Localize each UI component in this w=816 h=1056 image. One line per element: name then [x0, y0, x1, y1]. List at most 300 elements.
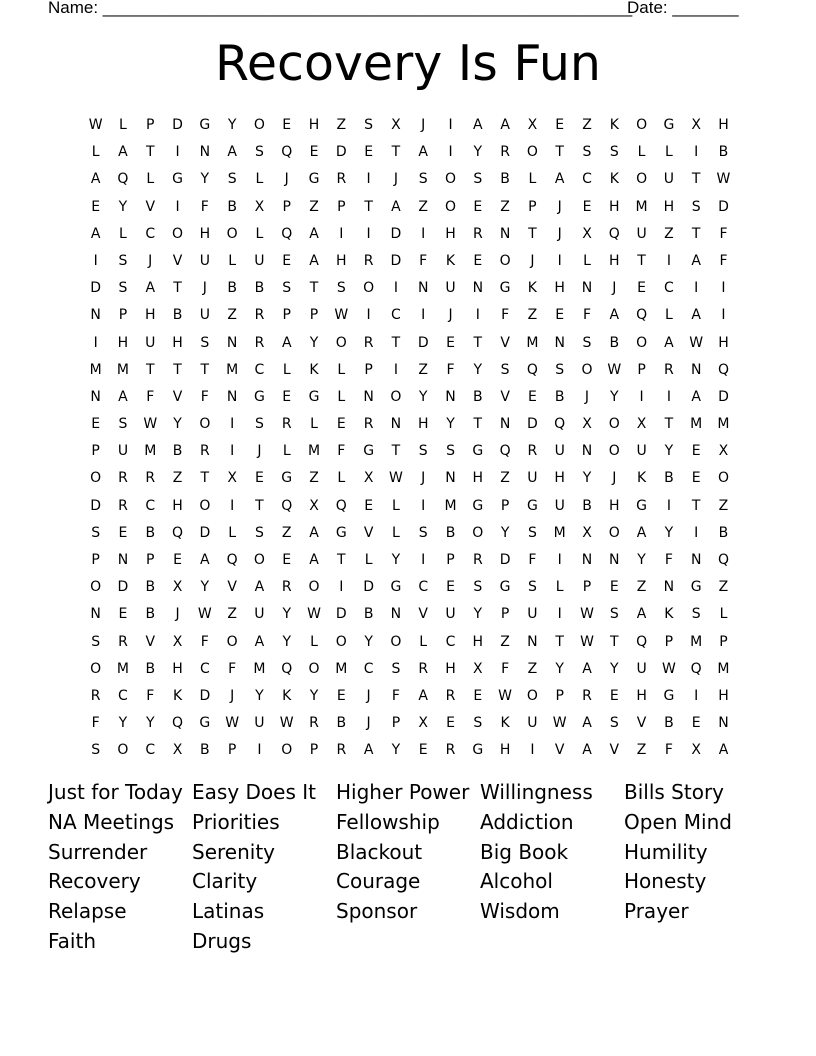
grid-letter: J	[202, 280, 207, 297]
grid-letter: S	[582, 334, 592, 351]
grid-letter: M	[226, 361, 239, 378]
grid-letter: S	[91, 633, 101, 650]
grid-letter: R	[418, 660, 429, 677]
grid-letter: A	[664, 334, 674, 351]
grid-letter: L	[228, 524, 237, 541]
grid-letter: C	[445, 633, 456, 650]
grid-letter: M	[116, 660, 129, 677]
grid-letter: B	[664, 715, 674, 732]
grid-letter: P	[582, 579, 592, 596]
word-list-item: Honesty	[624, 869, 707, 894]
grid-letter: D	[199, 687, 211, 704]
grid-letter: V	[172, 252, 183, 269]
grid-letter: N	[226, 388, 238, 405]
grid-letter: P	[391, 715, 401, 732]
grid-letter: D	[499, 552, 511, 568]
grid-letter: E	[364, 497, 374, 514]
grid-letter: T	[145, 144, 155, 161]
grid-letter: I	[175, 198, 180, 215]
grid-letter: X	[718, 443, 729, 460]
grid-letter: S	[364, 117, 374, 133]
grid-letter: E	[255, 470, 264, 487]
grid-letter: H	[663, 198, 675, 215]
grid-letter: X	[172, 633, 183, 650]
grid-row	[82, 574, 737, 601]
grid-letter: L	[337, 470, 346, 487]
grid-letter: Q	[526, 361, 538, 378]
grid-letter: H	[609, 497, 620, 514]
grid-letter: W	[197, 606, 212, 623]
grid-letter: Z	[636, 742, 647, 759]
grid-letter: H	[609, 252, 620, 269]
grid-letter: T	[691, 497, 701, 514]
grid-letter: A	[609, 307, 620, 324]
grid-letter: N	[554, 334, 565, 351]
grid-letter: A	[309, 524, 319, 541]
grid-letter: Q	[335, 497, 347, 514]
grid-letter: D	[718, 198, 729, 215]
grid-letter: I	[694, 280, 699, 297]
grid-letter: M	[116, 361, 129, 378]
grid-letter: E	[446, 334, 455, 351]
grid-letter: L	[282, 443, 291, 460]
grid-letter: E	[282, 252, 292, 269]
grid-letter: R	[281, 579, 292, 596]
grid-letter: I	[557, 252, 562, 269]
grid-letter: O	[472, 524, 484, 541]
grid-letter: D	[172, 117, 183, 133]
grid-letter: G	[472, 497, 484, 514]
grid-letter: O	[526, 144, 538, 161]
grid-row	[82, 275, 737, 302]
grid-letter: X	[691, 742, 701, 759]
grid-letter: C	[199, 660, 210, 677]
grid-letter: T	[364, 198, 373, 215]
grid-letter: G	[390, 579, 402, 596]
grid-letter: S	[473, 715, 483, 732]
word-list-item: Wisdom	[480, 899, 560, 924]
grid-letter: X	[636, 416, 647, 433]
grid-row	[82, 438, 737, 465]
grid-letter: D	[90, 497, 102, 514]
grid-letter: R	[472, 225, 483, 242]
word-list-item: NA Meetings	[48, 809, 175, 834]
word-list-item: Big Book	[480, 839, 569, 864]
grid-letter: L	[583, 252, 591, 269]
grid-letter: W	[580, 633, 594, 650]
grid-letter: J	[148, 252, 153, 269]
grid-letter: Q	[117, 171, 129, 188]
grid-letter: B	[664, 470, 674, 487]
grid-letter: J	[448, 307, 453, 324]
grid-letter: M	[253, 660, 266, 677]
grid-letter: Q	[554, 416, 566, 433]
letter-grid	[82, 112, 737, 765]
grid-letter: V	[145, 198, 156, 215]
grid-letter: A	[227, 144, 237, 161]
grid-letter: L	[119, 225, 127, 242]
grid-letter: V	[418, 606, 428, 623]
grid-letter: S	[527, 579, 537, 596]
word-list-item: Bills Story	[624, 780, 724, 804]
grid-letter: J	[530, 252, 535, 269]
grid-letter: E	[91, 416, 101, 433]
grid-letter: C	[391, 307, 401, 324]
grid-letter: A	[145, 280, 156, 297]
grid-letter: Q	[636, 633, 648, 650]
grid-letter: B	[582, 497, 592, 514]
grid-letter: L	[528, 171, 537, 188]
grid-letter: D	[363, 579, 374, 596]
page-title: Recovery Is Fun	[215, 35, 601, 92]
grid-letter: U	[554, 497, 565, 514]
grid-letter: N	[581, 443, 593, 460]
grid-letter: R	[363, 252, 374, 269]
grid-letter: Q	[281, 660, 293, 677]
word-column	[624, 778, 768, 927]
grid-letter: U	[117, 443, 129, 460]
grid-letter: L	[255, 225, 264, 242]
grid-letter: E	[637, 280, 647, 297]
grid-letter: E	[91, 198, 101, 215]
grid-letter: T	[637, 252, 646, 269]
grid-letter: Y	[173, 416, 182, 433]
word-column	[480, 778, 624, 927]
grid-letter: N	[90, 606, 101, 623]
grid-letter: O	[335, 633, 347, 650]
grid-letter: T	[337, 552, 346, 568]
grid-letter: Q	[717, 361, 729, 378]
grid-letter: Z	[718, 497, 729, 514]
grid-letter: J	[284, 171, 289, 188]
grid-letter: L	[392, 524, 400, 541]
grid-letter: A	[118, 144, 128, 161]
grid-letter: B	[718, 144, 729, 161]
grid-letter: R	[199, 443, 210, 460]
grid-letter: Y	[118, 198, 128, 215]
grid-letter: H	[718, 334, 729, 351]
grid-letter: T	[391, 334, 401, 351]
grid-letter: U	[554, 443, 565, 460]
grid-letter: C	[418, 579, 429, 596]
grid-letter: C	[145, 225, 156, 242]
grid-letter: O	[226, 633, 238, 650]
word-list-item: Serenity	[192, 839, 275, 864]
grid-letter: S	[500, 361, 510, 378]
grid-letter: R	[118, 470, 128, 487]
grid-letter: J	[612, 280, 617, 297]
grid-letter: K	[172, 687, 183, 704]
grid-letter: G	[472, 742, 484, 759]
grid-letter: K	[527, 280, 537, 297]
grid-letter: H	[172, 334, 183, 351]
grid-letter: Y	[637, 552, 646, 568]
grid-letter: U	[254, 606, 265, 623]
grid-letter: Q	[226, 552, 238, 568]
grid-letter: I	[175, 144, 180, 161]
grid-letter: Y	[309, 687, 319, 704]
grid-letter: E	[282, 388, 292, 405]
grid-letter: S	[200, 334, 210, 351]
grid-letter: U	[636, 225, 647, 242]
grid-letter: Z	[227, 606, 237, 623]
grid-letter: N	[472, 280, 484, 297]
grid-letter: Z	[309, 198, 319, 215]
grid-row	[82, 139, 737, 166]
grid-letter: C	[145, 497, 156, 514]
grid-letter: F	[719, 252, 728, 269]
grid-letter: D	[117, 579, 129, 596]
grid-letter: J	[175, 606, 180, 623]
grid-row	[82, 629, 737, 656]
grid-row	[82, 656, 737, 683]
grid-letter: S	[555, 361, 565, 378]
grid-letter: Y	[610, 660, 619, 677]
grid-letter: F	[91, 715, 100, 732]
grid-letter: G	[199, 715, 211, 732]
grid-letter: Y	[391, 552, 401, 568]
grid-letter: Y	[664, 443, 674, 460]
grid-letter: L	[392, 497, 400, 514]
grid-letter: H	[499, 742, 511, 759]
grid-letter: B	[336, 715, 347, 732]
grid-letter: I	[257, 742, 262, 759]
grid-letter: I	[666, 497, 671, 514]
grid-letter: F	[337, 443, 346, 460]
grid-letter: E	[473, 252, 483, 269]
grid-letter: W	[580, 606, 594, 623]
grid-letter: L	[228, 252, 237, 269]
grid-letter: O	[308, 579, 320, 596]
grid-letter: Y	[309, 334, 319, 351]
grid-letter: K	[500, 715, 510, 732]
word-list-item: Alcohol	[480, 869, 553, 894]
grid-letter: W	[716, 171, 731, 188]
grid-letter: T	[473, 334, 483, 351]
grid-letter: O	[608, 524, 620, 541]
grid-letter: Z	[418, 361, 428, 378]
grid-letter: Y	[364, 633, 373, 650]
grid-letter: C	[582, 171, 592, 188]
grid-letter: A	[691, 252, 701, 269]
grid-letter: A	[418, 687, 428, 704]
grid-letter: C	[254, 361, 265, 378]
grid-letter: Z	[500, 198, 510, 215]
grid-letter: E	[473, 687, 483, 704]
grid-letter: Z	[582, 117, 592, 133]
grid-letter: V	[500, 388, 510, 405]
grid-letter: O	[526, 687, 538, 704]
grid-letter: Y	[255, 687, 264, 704]
grid-letter: U	[254, 715, 265, 732]
grid-letter: H	[554, 470, 565, 487]
grid-letter: H	[199, 225, 211, 242]
grid-letter: R	[664, 361, 674, 378]
grid-row	[82, 710, 737, 737]
grid-letter: F	[391, 687, 400, 704]
word-list-item: Relapse	[48, 899, 127, 924]
grid-letter: B	[227, 198, 237, 215]
word-list-item: Blackout	[336, 839, 423, 864]
grid-letter: S	[118, 416, 128, 433]
grid-letter: B	[363, 606, 374, 623]
grid-letter: R	[254, 307, 265, 324]
grid-letter: D	[335, 144, 347, 161]
grid-letter: B	[473, 388, 483, 405]
grid-letter: F	[228, 660, 237, 677]
grid-letter: O	[581, 361, 593, 378]
grid-letter: W	[334, 307, 349, 324]
grid-letter: T	[664, 416, 674, 433]
grid-letter: I	[639, 388, 644, 405]
grid-letter: Q	[499, 443, 511, 460]
grid-letter: R	[472, 552, 483, 568]
grid-letter: O	[172, 225, 184, 242]
grid-letter: S	[418, 171, 428, 188]
grid-letter: S	[91, 742, 101, 759]
grid-letter: O	[390, 633, 402, 650]
grid-letter: F	[200, 388, 209, 405]
grid-letter: O	[608, 416, 620, 433]
grid-letter: I	[721, 280, 726, 297]
grid-row	[82, 465, 737, 492]
word-list-item: Surrender	[48, 839, 148, 864]
grid-letter: A	[309, 225, 319, 242]
grid-letter: N	[226, 334, 238, 351]
word-list-item: Open Mind	[624, 809, 732, 834]
grid-letter: I	[421, 552, 426, 568]
word-list-item: Sponsor	[336, 899, 418, 924]
grid-letter: I	[230, 443, 235, 460]
grid-letter: N	[581, 280, 593, 297]
grid-letter: E	[555, 117, 565, 133]
grid-letter: I	[721, 307, 726, 324]
grid-letter: G	[363, 443, 375, 460]
grid-letter: P	[227, 742, 237, 759]
grid-letter: J	[230, 687, 235, 704]
grid-row	[82, 302, 737, 329]
grid-letter: S	[118, 252, 128, 269]
grid-letter: E	[364, 144, 374, 161]
grid-letter: P	[118, 307, 128, 324]
grid-letter: E	[118, 606, 128, 623]
grid-letter: V	[363, 524, 374, 541]
grid-letter: I	[557, 606, 562, 623]
grid-letter: T	[691, 225, 701, 242]
grid-letter: N	[445, 470, 456, 487]
grid-letter: G	[335, 524, 347, 541]
grid-letter: F	[664, 742, 673, 759]
grid-letter: O	[253, 552, 265, 568]
grid-letter: Y	[555, 660, 564, 677]
word-list-item: Higher Power	[336, 780, 470, 804]
grid-letter: Y	[118, 715, 128, 732]
grid-letter: R	[363, 334, 374, 351]
grid-letter: O	[636, 334, 648, 351]
grid-letter: P	[500, 606, 510, 623]
grid-letter: N	[663, 579, 675, 596]
grid-letter: G	[472, 443, 484, 460]
grid-letter: R	[527, 443, 538, 460]
grid-letter: S	[609, 715, 619, 732]
grid-letter: S	[582, 144, 592, 161]
grid-letter: X	[309, 497, 319, 514]
grid-letter: O	[253, 117, 265, 133]
grid-letter: L	[119, 117, 127, 133]
grid-letter: S	[473, 579, 483, 596]
grid-letter: I	[694, 144, 699, 161]
grid-letter: Z	[636, 579, 647, 596]
grid-letter: O	[636, 117, 648, 133]
grid-letter: O	[717, 470, 729, 487]
grid-row	[82, 493, 737, 520]
grid-letter: V	[636, 715, 647, 732]
grid-letter: X	[582, 416, 592, 433]
grid-letter: I	[93, 252, 98, 269]
grid-letter: U	[199, 252, 210, 269]
grid-letter: W	[498, 687, 513, 704]
grid-letter: R	[145, 470, 156, 487]
grid-letter: L	[555, 579, 564, 596]
grid-row	[82, 194, 737, 221]
grid-letter: Z	[309, 470, 319, 487]
grid-letter: S	[254, 524, 264, 541]
word-list-item: Willingness	[480, 780, 593, 804]
grid-letter: G	[254, 388, 265, 405]
grid-letter: S	[473, 171, 483, 188]
grid-letter: C	[145, 742, 156, 759]
grid-letter: Q	[717, 552, 729, 568]
grid-letter: D	[390, 252, 402, 269]
grid-letter: A	[281, 334, 292, 351]
grid-letter: V	[145, 633, 156, 650]
grid-letter: U	[527, 470, 538, 487]
grid-letter: U	[199, 307, 210, 324]
word-list-item: Clarity	[192, 869, 258, 894]
grid-letter: N	[499, 225, 511, 242]
grid-letter: J	[421, 470, 426, 487]
grid-letter: L	[282, 361, 291, 378]
grid-letter: T	[391, 144, 401, 161]
grid-letter: P	[146, 117, 155, 133]
grid-letter: G	[199, 117, 211, 133]
grid-letter: F	[664, 552, 673, 568]
grid-letter: K	[282, 687, 292, 704]
grid-letter: N	[445, 388, 456, 405]
grid-letter: H	[609, 198, 620, 215]
grid-letter: E	[446, 579, 455, 596]
grid-row	[82, 221, 737, 248]
grid-letter: X	[391, 117, 401, 133]
grid-letter: A	[554, 171, 565, 188]
grid-letter: U	[636, 660, 647, 677]
grid-letter: L	[664, 307, 673, 324]
grid-letter: G	[663, 117, 675, 133]
grid-letter: W	[552, 715, 567, 732]
grid-letter: L	[255, 171, 264, 188]
grid-letter: I	[230, 416, 235, 433]
grid-letter: J	[393, 171, 398, 188]
grid-letter: Q	[281, 225, 293, 242]
grid-row	[82, 112, 737, 139]
grid-letter: M	[553, 524, 566, 541]
grid-letter: T	[528, 225, 537, 242]
grid-letter: A	[473, 117, 483, 133]
grid-letter: V	[172, 388, 183, 405]
word-list-item: Drugs	[192, 928, 252, 953]
grid-letter: P	[664, 633, 674, 650]
grid-letter: E	[282, 117, 292, 133]
